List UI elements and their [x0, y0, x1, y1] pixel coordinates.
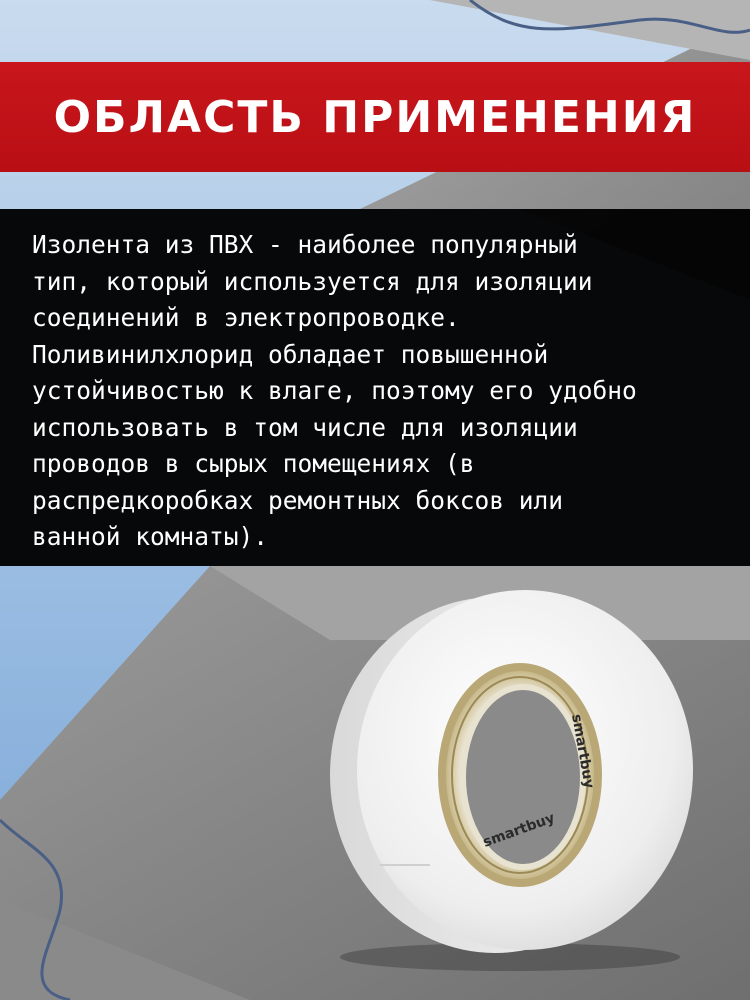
title-banner — [0, 62, 750, 172]
page-title: ОБЛАСТЬ ПРИМЕНЕНИЯ — [53, 91, 697, 143]
description-line: использовать в том числе для изоляции — [32, 412, 578, 442]
tape-roll-image — [320, 565, 710, 975]
description-line: соединений в электропроводке. — [32, 303, 460, 332]
description-line: тип, который используется для изоляции — [32, 266, 593, 296]
description-panel — [0, 209, 750, 566]
description-line: проводов в сырых помещениях (в — [32, 449, 475, 478]
description-line: Изолента из ПВХ - наиболее популярный — [32, 230, 578, 259]
brand-label-bottom: smartbuy — [480, 810, 557, 851]
description-line: ванной комнаты). — [32, 522, 269, 551]
description-line: распредкоробках ремонтных боксов или — [32, 485, 564, 515]
description-line: Поливинилхлорид обладает повышенной — [32, 339, 549, 369]
description-line: устойчивостью к влаге, поэтому его удобно — [32, 376, 637, 405]
brand-label-right: smartbuy — [568, 712, 597, 790]
